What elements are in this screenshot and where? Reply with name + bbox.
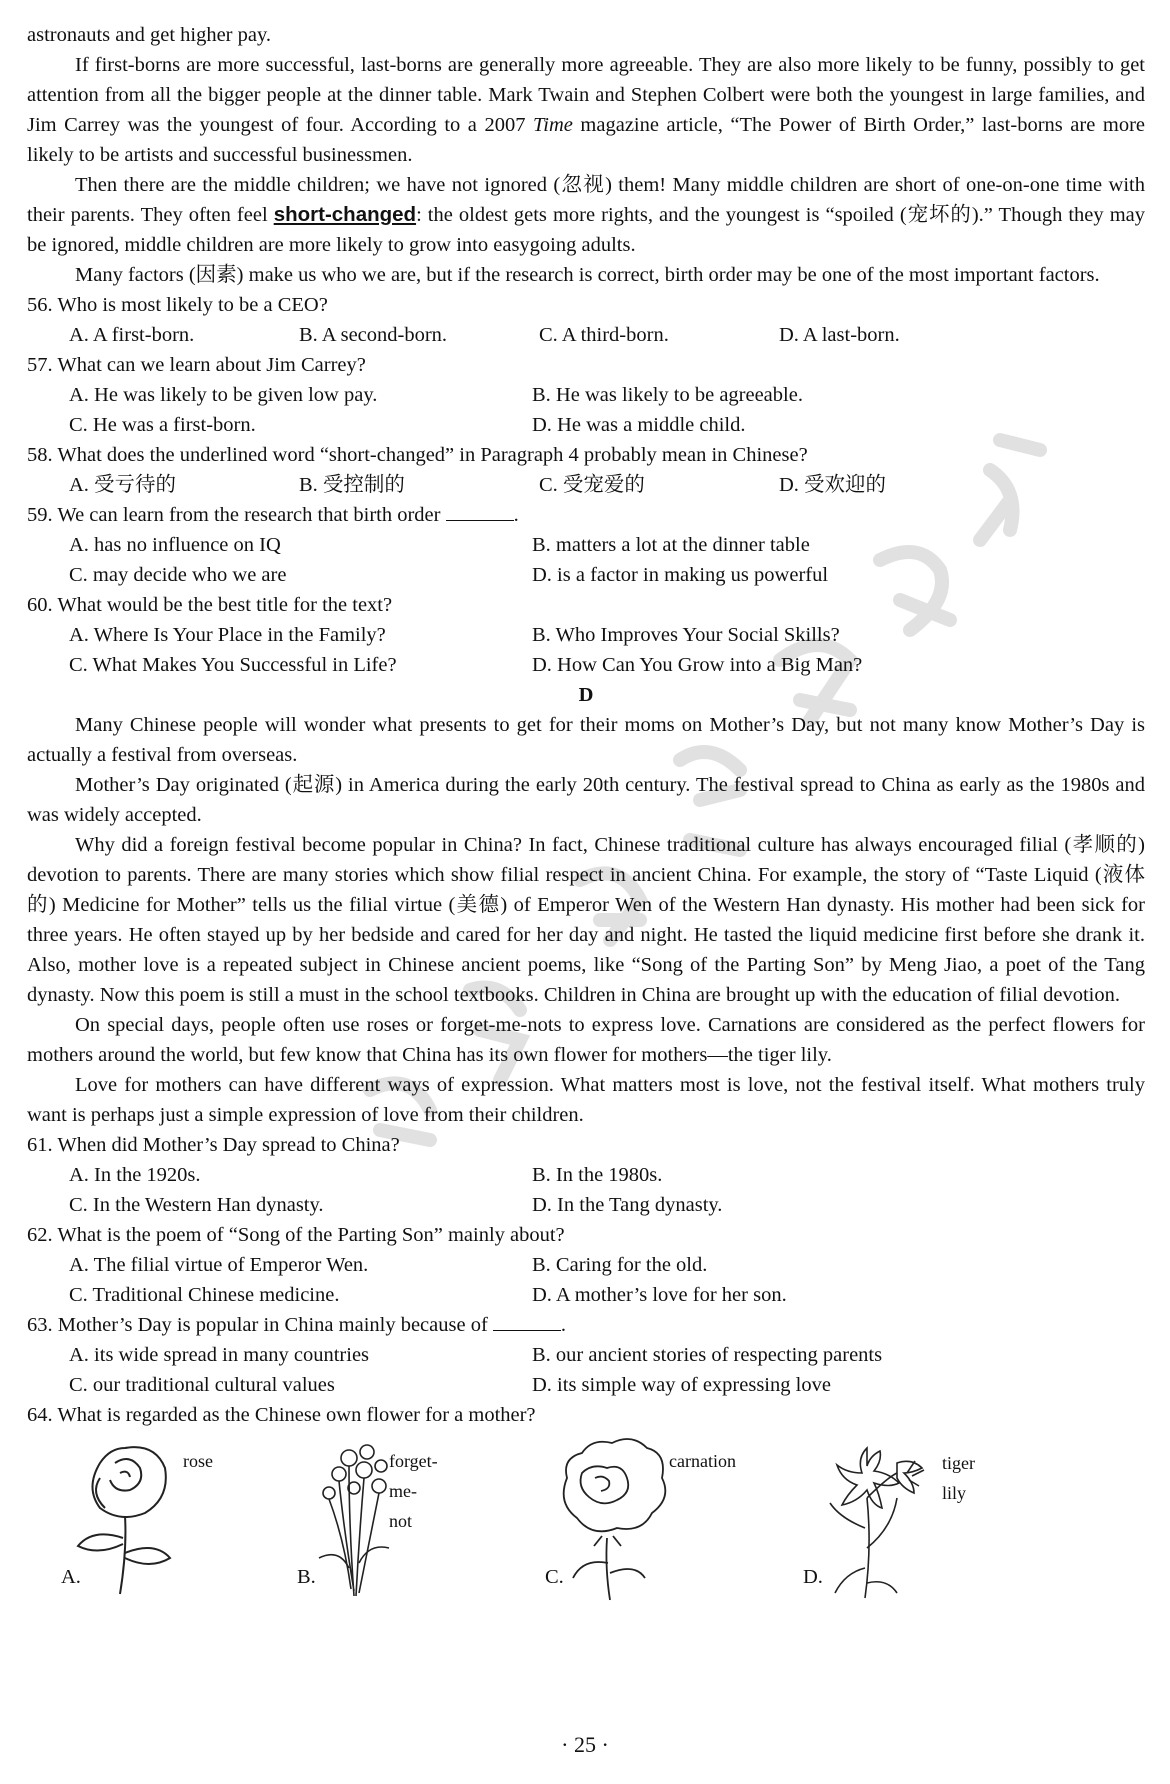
magazine-title: Time (533, 114, 573, 136)
question-61-options (27, 1160, 1145, 1220)
flower-option-a (61, 1438, 213, 1598)
flower-option-c (545, 1438, 736, 1603)
option-d: D. In the Tang dynasty. (532, 1194, 723, 1216)
rose-illustration-icon (65, 1438, 185, 1598)
option-d: D. 受欢迎的 (779, 474, 887, 496)
option-c: C. He was a first-born. (69, 414, 256, 436)
flower-letter: B. (297, 1566, 316, 1588)
option-a: A. He was likely to be given low pay. (69, 384, 378, 406)
question-56: 56. Who is most likely to be a CEO? (27, 294, 328, 316)
option-a: A. A first-born. (69, 324, 195, 346)
question-60: 60. What would be the best title for the text? (27, 594, 393, 616)
option-d: D. How Can You Grow into a Big Man? (532, 654, 863, 676)
option-c: C. 受宠爱的 (539, 474, 645, 496)
question-57-options (27, 380, 1145, 440)
option-a: A. 受亏待的 (69, 474, 177, 496)
question-63: 63. Mother’s Day is popular in China mainly because of . (27, 1310, 1145, 1340)
option-c: C. A third-born. (539, 324, 669, 346)
option-c: C. may decide who we are (69, 564, 287, 586)
passage-d-paragraph-1: Many Chinese people will wonder what presents to get for their moms on Mother’s Day, but not many know Mother’s Day is actually a festival from overseas. (27, 714, 1145, 766)
flower-letter: C. (545, 1566, 564, 1588)
flower-label: tiger lily (942, 1453, 975, 1503)
passage-c-paragraph-factors: Many factors (因素) make us who we are, but if the research is correct, birth order may be one of the most important factors. (75, 264, 1100, 286)
option-b: B. 受控制的 (299, 474, 405, 496)
question-62-options (27, 1250, 1145, 1310)
carnation-illustration-icon (547, 1438, 667, 1603)
tiger-lily-illustration-icon (827, 1438, 937, 1603)
page-number: · 25 · (561, 1732, 609, 1757)
option-b: B. A second-born. (299, 324, 448, 346)
question-59-options (27, 530, 1145, 590)
passage-d-paragraph-5: Love for mothers can have different ways of expression. What matters most is love, not the festival itself. What mothers truly want is perhaps just a simple expression of love from their children. (27, 1074, 1145, 1126)
option-b: B. He was likely to be agreeable. (532, 384, 803, 406)
option-a: A. its wide spread in many countries (69, 1344, 370, 1366)
option-b: B. In the 1980s. (532, 1164, 663, 1186)
option-d: D. He was a middle child. (532, 414, 746, 436)
question-61: 61. When did Mother’s Day spread to China? (27, 1134, 400, 1156)
option-a: A. has no influence on IQ (69, 534, 281, 556)
question-64-flower-options (27, 1438, 1145, 1608)
flower-letter: A. (61, 1566, 81, 1588)
question-58: 58. What does the underlined word “short-changed” in Paragraph 4 probably mean in Chinese? (27, 444, 808, 466)
question-56-options (27, 320, 1145, 350)
passage-d-paragraph-3: Why did a foreign festival become popular in China? In fact, Chinese traditional culture has always encouraged filial (孝顺的) devotion to parents. There are many stories which show filial respect in ancient China. For example, the story of “Taste Liquid (液体的) Medicine for Mother” tells us the filial virtue (美德) of Emperor Wen of the Western Han dynasty. His mother had been sick for three years. He often stayed up by her bedside and cared for her day and night. He tasted the liquid medicine first before she drank it. Also, mother love is a repeated subject in Chinese ancient poems, like “Song of the Parting Son” by Meng Jiao, a poet of the Tang dynasty. Now this poem is still a must in the school textbooks. Children in China are brought up with the education of filial devotion. (27, 834, 1145, 1006)
question-60-options (27, 620, 1145, 680)
passage-d-paragraph-4: On special days, people often use roses or forget-me-nots to express love. Carnations are considered as the perfect flowers for mothers around the world, but few know that China has its own flower for mothers—the tiger lily. (27, 1014, 1145, 1066)
option-d: D. A last-born. (779, 324, 900, 346)
passage-c-paragraph-last-borns: If first-borns are more successful, last-borns are generally more agreeable. They are also more likely to be funny, possibly to get attention from all the bigger people at the dinner table. Mark Twain and Stephen Colbert were both the youngest in large families, and Jim Carrey was the youngest of four. According to a 2007 Time magazine article, “The Power of Birth Order,” last-borns are more likely to be artists and successful businessmen. (27, 54, 1145, 166)
option-d: D. A mother’s love for her son. (532, 1284, 787, 1306)
option-b: B. our ancient stories of respecting parents (532, 1344, 883, 1366)
flower-option-d (803, 1438, 975, 1603)
option-d: D. its simple way of expressing love (532, 1374, 831, 1396)
passage-d-paragraph-2: Mother’s Day originated (起源) in America during the early 20th century. The festival spread to China as early as the 1980s and was widely accepted. (27, 774, 1145, 826)
flower-option-b (297, 1438, 438, 1603)
exam-page (27, 20, 1145, 1608)
option-a: A. Where Is Your Place in the Family? (69, 624, 386, 646)
option-d: D. is a factor in making us powerful (532, 564, 829, 586)
answer-blank (493, 1310, 561, 1331)
answer-blank (446, 500, 514, 521)
flower-label: carnation (669, 1451, 736, 1471)
option-c: C. In the Western Han dynasty. (69, 1194, 324, 1216)
flower-label: rose (183, 1451, 213, 1471)
option-c: C. our traditional cultural values (69, 1374, 335, 1396)
flower-letter: D. (803, 1566, 823, 1588)
option-b: B. matters a lot at the dinner table (532, 534, 810, 556)
question-57: 57. What can we learn about Jim Carrey? (27, 354, 366, 376)
option-c: C. What Makes You Successful in Life? (69, 654, 397, 676)
question-59: 59. We can learn from the research that birth order . (27, 500, 1145, 530)
flower-label: forget-me-not (389, 1451, 438, 1531)
option-c: C. Traditional Chinese medicine. (69, 1284, 340, 1306)
underlined-word: short-changed (273, 203, 417, 226)
passage-c-paragraph-middle: Then there are the middle children; we have not ignored (忽视) them! Many middle children are short of one-on-one time with their parents. They often feel short-changed: the oldest gets more rights, and the youngest is “spoiled (宠坏的).” Though they may be ignored, middle children are more likely to grow into easygoing adults. (27, 174, 1145, 256)
option-b: B. Who Improves Your Social Skills? (532, 624, 840, 646)
question-62: 62. What is the poem of “Song of the Parting Son” mainly about? (27, 1224, 565, 1246)
question-63-options (27, 1340, 1145, 1400)
question-58-options (27, 470, 1145, 500)
option-a: A. The filial virtue of Emperor Wen. (69, 1254, 369, 1276)
passage-c-top-line: astronauts and get higher pay. (27, 24, 272, 46)
question-64: 64. What is regarded as the Chinese own flower for a mother? (27, 1404, 536, 1426)
section-heading-d: D (578, 684, 594, 706)
option-a: A. In the 1920s. (69, 1164, 201, 1186)
option-b: B. Caring for the old. (532, 1254, 708, 1276)
